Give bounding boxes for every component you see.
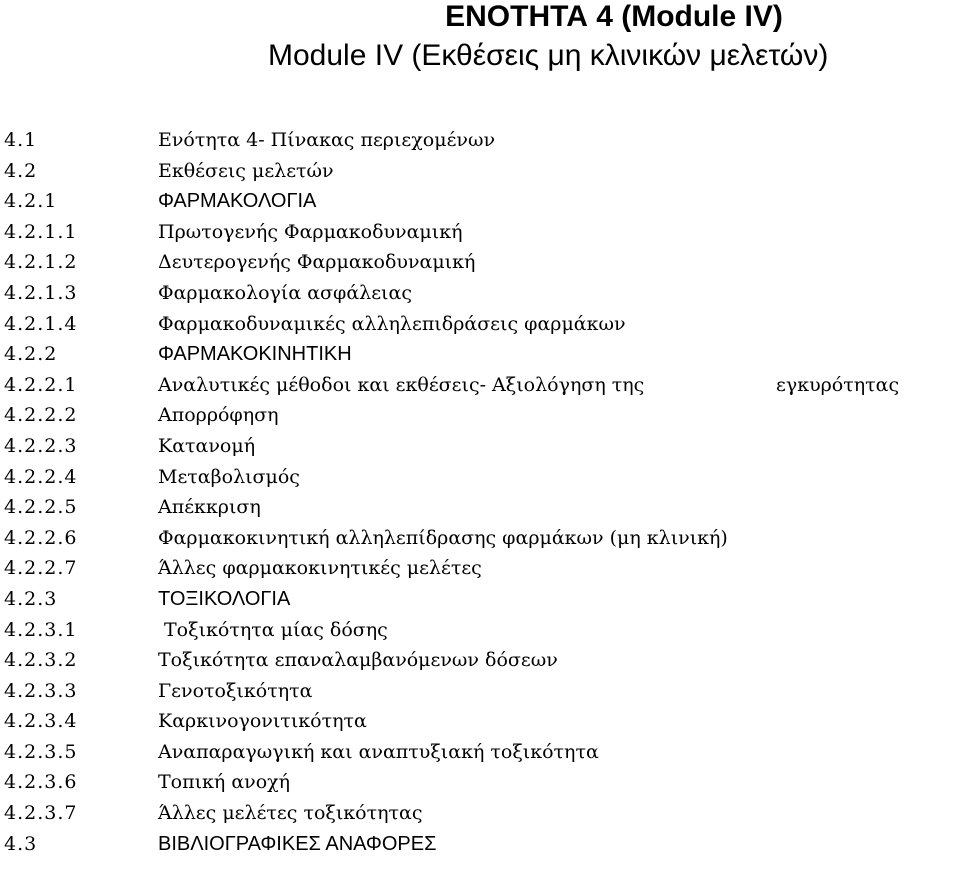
- toc-label: Καρκινογονιτικότητα: [158, 710, 367, 733]
- toc-label: Απορρόφηση: [158, 404, 279, 427]
- toc-number: 4.2.3.7: [4, 802, 78, 825]
- toc-label: Δευτερογενής Φαρμακοδυναμική: [158, 251, 476, 274]
- toc-item: [4, 584, 960, 615]
- toc-number: 4.3: [4, 832, 38, 855]
- toc-number: 4.2.2.2: [4, 404, 78, 427]
- toc-label: Ενότητα 4- Πίνακας περιεχομένων: [158, 129, 495, 151]
- toc-item: [4, 309, 960, 340]
- toc-item: [4, 278, 960, 309]
- toc-item: [4, 431, 960, 462]
- toc-item: [4, 645, 960, 676]
- toc-item: [4, 247, 960, 278]
- toc-label: Φαρμακοδυναμικές αλληλεπιδράσεις φαρμάκων: [158, 312, 626, 335]
- toc-label: ΤΟΞΙΚΟΛΟΓΙΑ: [158, 587, 291, 610]
- toc-item: [4, 737, 960, 768]
- toc-item: [4, 492, 960, 523]
- toc-label: Τοξικότητα μίας δόσης: [164, 618, 388, 641]
- toc-number: 4.2.3.4: [4, 710, 78, 733]
- toc-item: [4, 339, 960, 370]
- toc-label: Τοξικότητα επαναλαμβανόμενων δόσεων: [158, 649, 558, 672]
- toc-number: 4.2.3.5: [4, 740, 78, 763]
- toc-item: [4, 798, 960, 829]
- toc-item: [4, 615, 960, 646]
- toc-number: 4.2.1.4: [4, 312, 78, 335]
- toc-item: [4, 553, 960, 584]
- table-of-contents: [4, 125, 960, 859]
- toc-label: Αναλυτικές μέθοδοι και εκθέσεις- Αξιολόγηση της: [158, 373, 645, 396]
- toc-label: ΦΑΡΜΑΚΟΚΙΝΗΤΙΚΗ: [158, 343, 352, 366]
- toc-number: 4.2.1: [4, 190, 58, 213]
- toc-label-continuation: εγκυρότητας: [776, 373, 900, 396]
- toc-item: [4, 217, 960, 248]
- toc-label: Πρωτογενής Φαρμακοδυναμική: [158, 220, 463, 243]
- toc-number: 4.2.2.1: [4, 373, 78, 396]
- toc-number: 4.2.2.7: [4, 557, 78, 580]
- toc-label: ΒΙΒΛΙΟΓΡΑΦΙΚΕΣ ΑΝΑΦΟΡΕΣ: [158, 832, 437, 855]
- toc-number: 4.2.2: [4, 343, 58, 366]
- toc-number: 4.2.2.6: [4, 526, 78, 549]
- toc-number: 4.2.1.2: [4, 251, 78, 274]
- toc-label: Φαρμακοκινητική αλληλεπίδρασης φαρμάκων (μη κλινική): [158, 526, 728, 549]
- module-title: ΕΝΟΤΗΤΑ 4 (Module IV): [445, 0, 783, 33]
- toc-label: Μεταβολισμός: [158, 465, 300, 488]
- toc-item: [4, 706, 960, 737]
- toc-number: 4.2.1.3: [4, 281, 78, 304]
- toc-number: 4.2.3: [4, 587, 58, 610]
- toc-label: Κατανομή: [158, 434, 256, 457]
- toc-number: 4.2.3.3: [4, 679, 78, 702]
- toc-item: [4, 676, 960, 707]
- toc-number: 4.2.3.2: [4, 649, 78, 672]
- toc-item: [4, 829, 960, 860]
- toc-number: 4.2.2.5: [4, 496, 78, 519]
- toc-number: 4.2.3.6: [4, 771, 78, 794]
- toc-item: [4, 462, 960, 493]
- module-subtitle: Module IV (Εκθέσεις μη κλινικών μελετών): [268, 39, 829, 72]
- toc-item: [4, 400, 960, 431]
- toc-label: ΦΑΡΜΑΚΟΛΟΓΙΑ: [158, 190, 317, 213]
- toc-number: 4.2.3.1: [4, 618, 78, 641]
- toc-label: Άλλες φαρμακοκινητικές μελέτες: [158, 557, 482, 580]
- toc-item: [4, 125, 960, 156]
- toc-label: Γενοτοξικότητα: [158, 679, 313, 702]
- toc-label: Εκθέσεις μελετών: [158, 159, 334, 182]
- toc-number: 4.2.2.4: [4, 465, 78, 488]
- toc-number: 4.2: [4, 159, 38, 182]
- toc-item: [4, 523, 960, 554]
- toc-item: [4, 767, 960, 798]
- toc-label: Αναπαραγωγική και αναπτυξιακή τοξικότητα: [158, 740, 599, 763]
- toc-item: [4, 186, 960, 217]
- toc-number: 4.2.2.3: [4, 434, 78, 457]
- toc-number: 4.2.1.1: [4, 220, 78, 243]
- toc-item: [4, 156, 960, 187]
- toc-label: Άλλες μελέτες τοξικότητας: [158, 802, 423, 825]
- toc-label: Φαρμακολογία ασφάλειας: [158, 281, 412, 304]
- toc-label: Απέκκριση: [158, 496, 261, 519]
- toc-label: Τοπική ανοχή: [158, 771, 291, 794]
- toc-number: 4.1: [4, 129, 38, 151]
- toc-item: [4, 370, 960, 401]
